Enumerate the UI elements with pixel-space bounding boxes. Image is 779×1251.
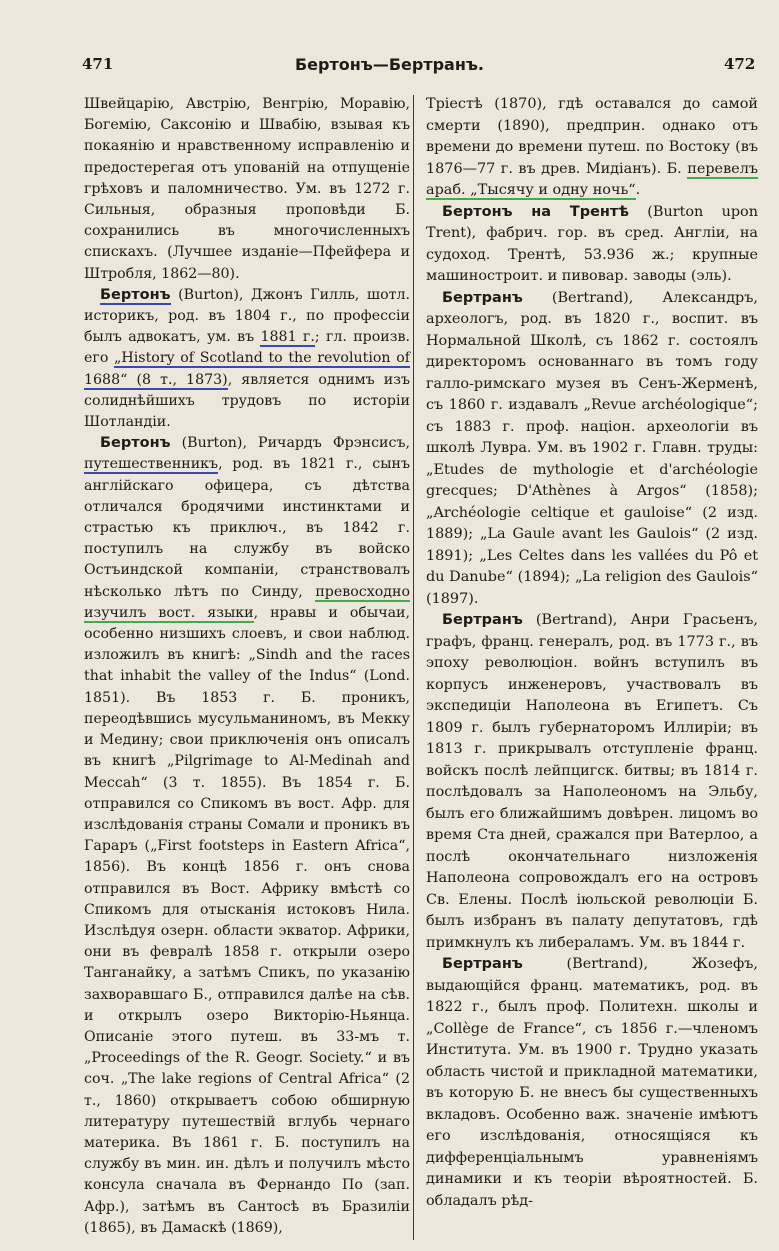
page-header xyxy=(0,55,779,85)
entry-bertrand-henri xyxy=(426,610,758,954)
column-divider xyxy=(413,95,414,1240)
entry-text: (Bertrand), Анри Грасьенъ, графъ, франц. генералъ, род. въ 1773 г., въ эпоху революціон. войнъ вступилъ въ корпусъ инженеровъ, участвовалъ въ экспедиціи Наполеона въ Египетъ. Съ 1809 г. былъ губернаторомъ Иллиріи; въ 1813 г. прикрывалъ отступленіе франц. войскъ послѣ лейпцигск. битвы; въ 1814 г. послѣдовалъ за Наполеономъ на Эльбу, былъ его ближайшимъ довѣрен. лицомъ во время Ста дней, сражался при Ватерлоо, а послѣ окончательнаго низложенія Наполеона сопровождалъ его на островъ Св. Елены. Послѣ іюльской революціи Б. былъ избранъ въ палату депутатовъ, гдѣ примкнулъ къ либераламъ. Ум. въ 1844 г. xyxy=(426,612,758,951)
entry-headword: Бертранъ xyxy=(442,612,523,628)
entry-burton-john-hill xyxy=(84,285,410,433)
underlined-text: путешественникъ xyxy=(84,456,219,473)
entry-text: , нравы и обычаи, особенно низшихъ слоевъ, и свои наблюд. изложилъ въ книгѣ: „Sindh and the races that inhabit the valley of the Indus“ (Lond. 1851). Въ 1853 г. Б. проникъ, переодѣвшись мусульманиномъ, въ Мекку и Медину; свои приключенія онъ описалъ въ книгѣ „Pilgrimage to Al-Medinah and Meccah“ (3 т. 1855). Въ 1854 г. Б. отправился со Спикомъ въ вост. Афр. для изслѣдованія страны Сомали и проникъ въ Гараръ („First footsteps in Eastern Africa“, 1856). Въ концѣ 1856 г. онъ снова отправился въ Вост. Африку вмѣстѣ со Спикомъ для отысканія истоковъ Нила. Изслѣдуя озерн. области экватор. Африки, они въ февралѣ 1858 г. открыли озеро Танганайку, а затѣмъ Спикъ, по указанію захворавшаго Б., отправился далѣе на сѣв. и открылъ озеро Викторію-Ньянца. Описаніе этого путеш. въ 33-мъ т. „Proceedings of the R. Geogr. Society.“ и въ соч. „The lake regions of Central Africa“ (2 т., 1860) открываетъ собою обширную литературу путешествій вглубь чернаго материка. Въ 1861 г. Б. поступилъ на службу въ мин. ин. дѣлъ и получилъ мѣсто консула сначала въ Фернандо По (зап. Афр.), затѣмъ въ Сантосѣ въ Бразиліи (1865), въ Дамаскѣ (1869), xyxy=(84,604,410,1236)
continued-paragraph: Швейцарію, Австрію, Венгрію, Моравію, Богемію, Саксонію и Швабію, взывая къ покаянію и нравственному исправленію и предостерегая отъ упованій на отпущеніе грѣховъ и паломничество. Ум. въ 1272 г. Сильныя, образныя проповѣди Б. сохранились въ многочисленныхъ спискахъ. (Лучшее изданіе—Пфейфера и Штробля, 1862—80). xyxy=(84,96,410,282)
entry-text: . xyxy=(635,182,641,198)
entry-headword: Бертонъ на Трентѣ xyxy=(442,203,630,220)
entry-burton-richard xyxy=(84,433,410,1239)
entry-text: (Bertrand), Жозефъ, выдающійся франц. математикъ, род. въ 1822 г., былъ проф. Политехн. школы и „Collège de France“, съ 1856 г.—членомъ Института. Ум. въ 1900 г. Трудно указать область чистой и прикладной математики, въ которую Б. не внесъ бы существенныхъ вкладовъ. Особенно важ. значеніе имѣютъ его изслѣдованія, относящіяся къ дифференціальнымъ уравненіямъ динамики и къ теоріи вѣроятностей. Б. обладалъ рѣд- xyxy=(426,956,758,1209)
underlined-text: 1881 г. xyxy=(260,329,315,346)
entry-text: , род. въ 1821 г., сынъ англійскаго офицера, съ дѣтства отличался бродячими инстинктами и страстью къ приключ., въ 1842 г. поступилъ на службу въ войско Остъиндской компаніи, странствовалъ нѣсколько лѣтъ по Синду, xyxy=(84,456,410,600)
page-number-right: 472 xyxy=(724,55,756,73)
entry-text: (Burton), Джонъ Гилль, шотл. историкъ, род. въ 1804 г., по профессіи былъ адвокатъ, ум. въ xyxy=(84,286,410,346)
entry-text: Тріестѣ (1870), гдѣ оставался до самой смерти (1890), предприн. однако отъ времени до времени путеш. по Востоку (въ 1876—77 г. въ древ. Мидіанъ). Б. xyxy=(426,96,758,177)
underlined-text: перевелъ араб. „Тысячу и одну ночь“ xyxy=(426,160,758,198)
entry-text: , является однимъ изъ солиднѣйшихъ трудовъ по исторіи Шотландіи. xyxy=(84,371,410,431)
continued-paragraph xyxy=(426,94,758,202)
running-title: Бертонъ—Бертранъ. xyxy=(294,55,485,74)
entry-headword: Бертонъ xyxy=(100,286,171,303)
entry-text: (Bertrand), Александръ, археологъ, род. въ 1820 г., воспит. въ Нормальной Школѣ, съ 1862 г. состоялъ директоромъ основаннаго въ томъ году галло-римскаго музея въ Сенъ-Жерменѣ, съ 1860 г. издавалъ „Revue archéologique“; съ 1883 г. проф. націон. археологіи въ школѣ Лувра. Ум. въ 1902 г. Главн. труды: „Etudes de mythologie et d'archéologie grecques; D'Athènes à Argos“ (1858); „Archéologie celtique et gauloise“ (2 изд. 1889); „La Gaule avant les Gaulois“ (2 изд. 1891); „Les Celtes dans les vallées du Pô et du Danube“ (1894); „La religion des Gaulois“ (1897). xyxy=(426,289,758,607)
left-column xyxy=(84,94,410,1239)
right-column xyxy=(426,94,758,1212)
entry-headword: Бертонъ xyxy=(100,435,171,452)
entry-text: ; гл. произв. его xyxy=(84,329,410,367)
entry-bertrand-joseph xyxy=(426,954,758,1212)
entry-headword: Бертранъ xyxy=(442,289,523,306)
entry-burton-upon-trent xyxy=(426,202,758,288)
entry-text: (Burton), Ричардъ Фрэнсисъ, xyxy=(170,435,410,452)
underlined-text: превосходно изучилъ вост. языки xyxy=(84,583,410,621)
entry-bertrand-alexandre xyxy=(426,288,758,611)
entry-text: (Burton upon Trent), фабрич. гор. въ сред. Англіи, на судоход. Трентѣ, 53.936 ж.; крупные машиностроит. и пивовар. заводы (эль). xyxy=(426,203,758,284)
page-number-left: 471 xyxy=(82,55,114,73)
entry-headword: Бертранъ xyxy=(442,956,523,972)
underlined-text: „History of Scotland to the revolution of 1688“ (8 т., 1873) xyxy=(84,350,411,388)
